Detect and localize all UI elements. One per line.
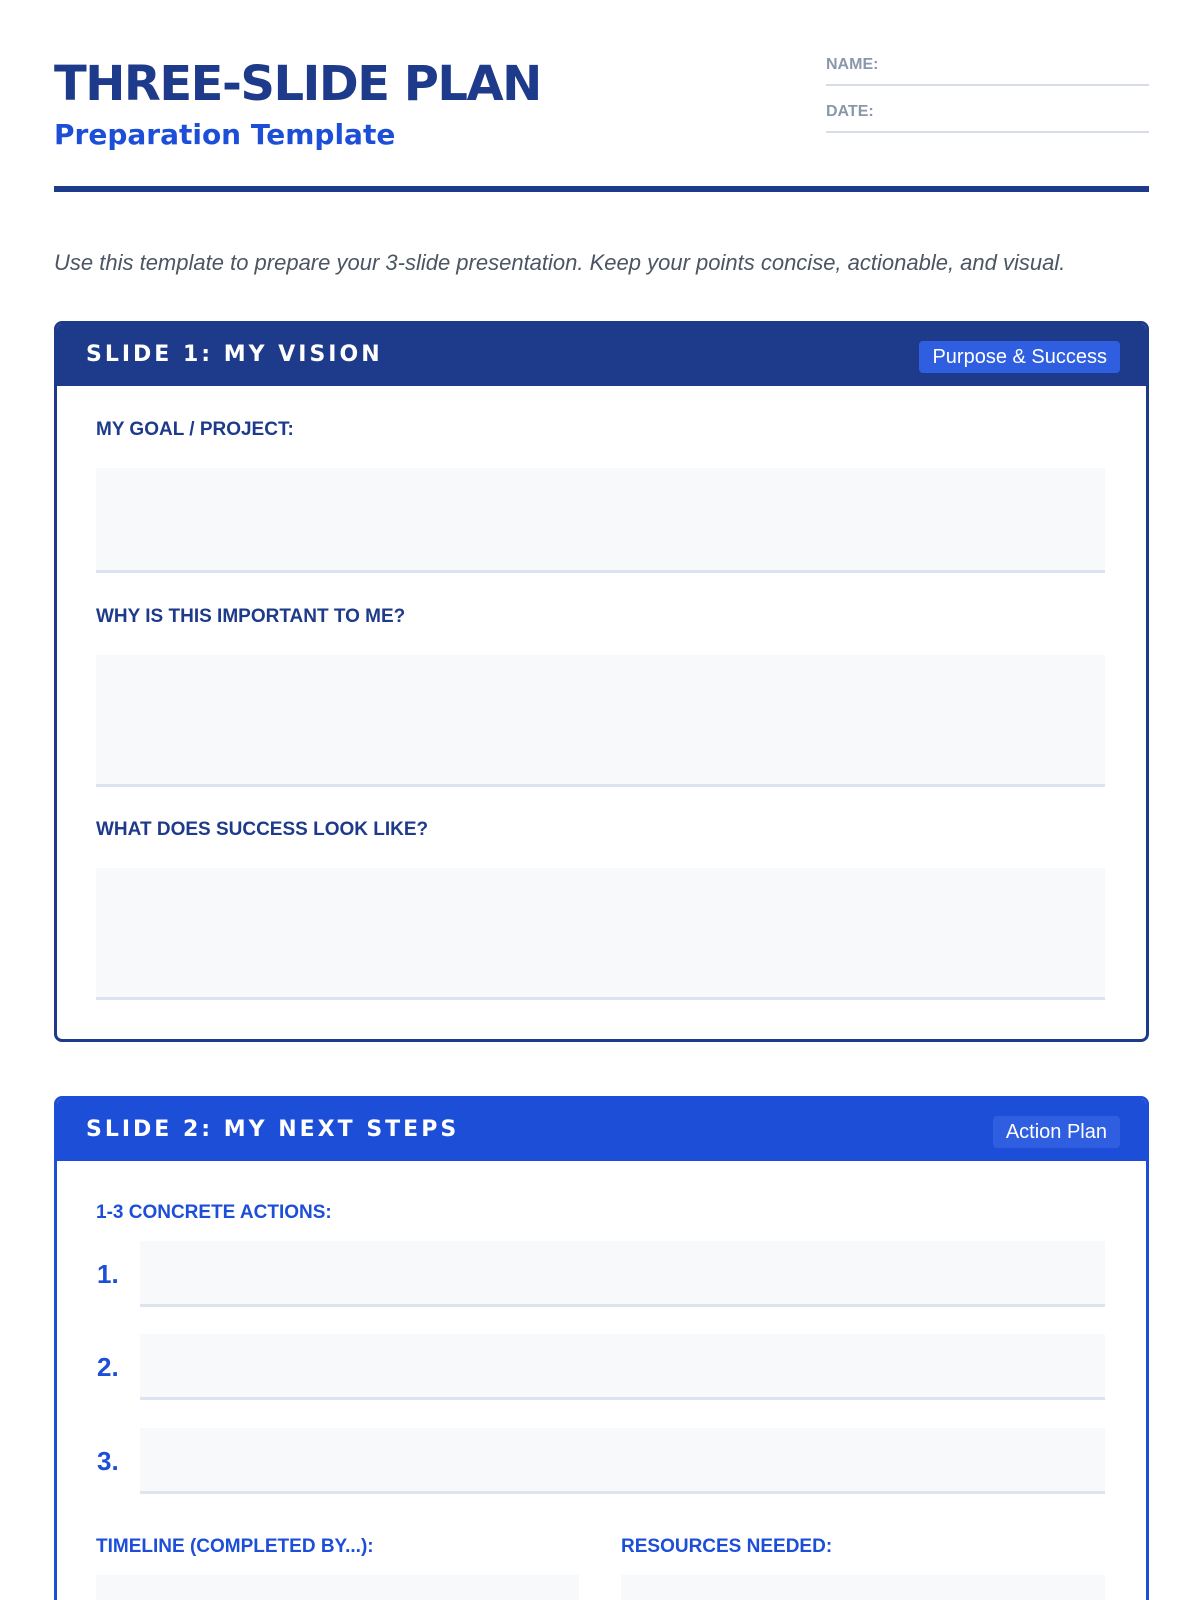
slide1-title: SLIDE 1: MY VISION <box>86 342 383 367</box>
page-title: THREE-SLIDE PLAN <box>54 56 541 112</box>
name-label: NAME: <box>826 56 879 73</box>
importance-label: WHY IS THIS IMPORTANT TO ME? <box>96 606 406 627</box>
goal-label: MY GOAL / PROJECT: <box>96 419 294 440</box>
success-label: WHAT DOES SUCCESS LOOK LIKE? <box>96 819 429 840</box>
slide1-card <box>54 321 1149 1042</box>
timeline-label: TIMELINE (COMPLETED BY...): <box>96 1536 374 1557</box>
page-subtitle: Preparation Template <box>54 118 396 151</box>
date-label: DATE: <box>826 103 874 120</box>
action-number: 1. <box>97 1259 119 1289</box>
slide1-badge: Purpose & Success <box>919 341 1120 373</box>
action-field-1[interactable] <box>140 1241 1105 1307</box>
slide2-badge: Action Plan <box>993 1116 1120 1148</box>
slide2-card <box>54 1096 1149 1600</box>
success-field[interactable] <box>96 868 1105 1000</box>
action-field-3[interactable] <box>140 1428 1105 1494</box>
action-number: 2. <box>97 1352 119 1382</box>
intro-text: Use this template to prepare your 3-slide presentation. Keep your points concise, actionable, and visual. <box>54 250 1066 275</box>
slide2-title: SLIDE 2: MY NEXT STEPS <box>86 1117 460 1142</box>
name-field[interactable] <box>826 56 1149 86</box>
header-divider <box>54 186 1149 192</box>
slide1-header <box>57 324 1146 386</box>
page-header <box>54 0 1149 195</box>
action-number: 3. <box>97 1446 119 1476</box>
goal-field[interactable] <box>96 468 1105 573</box>
action-field-2[interactable] <box>140 1334 1105 1400</box>
actions-label: 1-3 CONCRETE ACTIONS: <box>96 1202 332 1223</box>
importance-field[interactable] <box>96 655 1105 787</box>
resources-label: RESOURCES NEEDED: <box>621 1536 833 1557</box>
timeline-field[interactable] <box>96 1575 579 1600</box>
date-field[interactable] <box>826 103 1149 133</box>
resources-field[interactable] <box>621 1575 1105 1600</box>
slide2-header <box>57 1099 1146 1161</box>
